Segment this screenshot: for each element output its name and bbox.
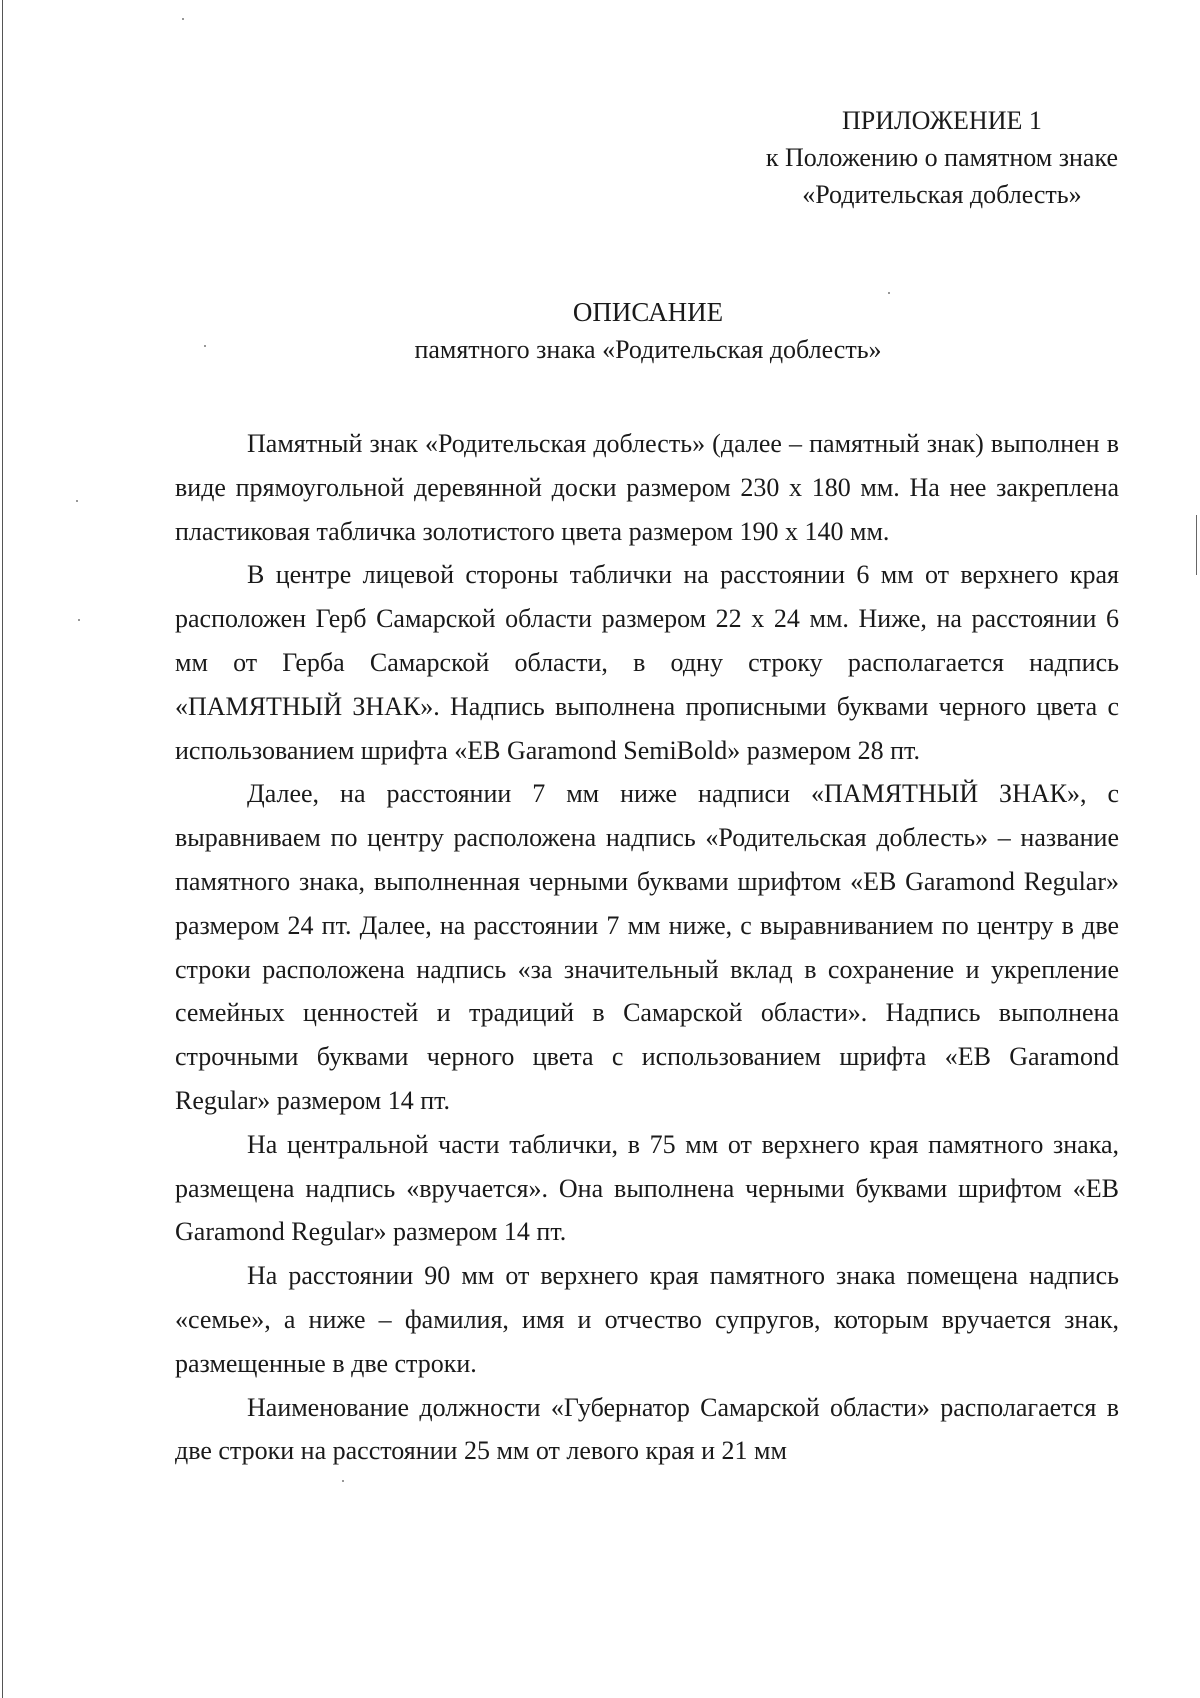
scan-speck	[78, 619, 80, 621]
paragraph: Далее, на расстоянии 7 мм ниже надписи «ПАМЯТНЫЙ ЗНАК», с выравниваем по центру расположена надпись «Родительская доблесть» – название памятного знака, выполненная черными буквами шрифтом «EB Garamond Regular» размером 24 пт. Далее, на расстоянии 7 мм ниже, с выравниванием по центру в две строки расположена надпись «за значительный вклад в сохранение и укрепление семейных ценностей и традиций в Самарской области». Надпись выполнена строчными буквами черного цвета с использованием шрифта «EB Garamond Regular» размером 14 пт.	[175, 779, 1119, 1115]
document-body	[175, 422, 1119, 1473]
document-heading	[0, 293, 1200, 369]
appendix-document-name: «Родительская доблесть»	[802, 180, 1082, 209]
paragraph: В центре лицевой стороны таблички на расстоянии 6 мм от верхнего края расположен Герб Самарской области размером 22 x 24 мм. Ниже, на расстоянии 6 мм от Герба Самарской области, в одну строку располагается надпись «ПАМЯТНЫЙ ЗНАК». Надпись выполнена прописными буквами черного цвета с использованием шрифта «EB Garamond SemiBold» размером 28 пт.	[175, 560, 1119, 765]
scan-edge-mark	[1196, 515, 1197, 575]
scan-speck	[182, 18, 184, 20]
document-title: ОПИСАНИЕ	[572, 297, 724, 327]
paragraph: На расстоянии 90 мм от верхнего края памятного знака помещена надпись «семье», а ниже – фамилия, имя и отчество супругов, которым вручается знак, размещенные в две строки.	[175, 1261, 1119, 1378]
document-subtitle: памятного знака «Родительская доблесть»	[414, 335, 882, 364]
paragraph: Памятный знак «Родительская доблесть» (далее – памятный знак) выполнен в виде прямоугольной деревянной доски размером 230 x 180 мм. На нее закреплена пластиковая табличка золотистого цвета размером 190 x 140 мм.	[175, 429, 1119, 546]
appendix-reference: к Положению о памятном знаке	[765, 143, 1118, 172]
paragraph: На центральной части таблички, в 75 мм от верхнего края памятного знака, размещена надпись «вручается». Она выполнена черными буквами шрифтом «EB Garamond Regular» размером 14 пт.	[175, 1129, 1119, 1247]
scan-speck	[342, 1480, 344, 1482]
scan-edge-left	[2, 0, 3, 1698]
appendix-block	[766, 102, 1118, 213]
scan-speck	[76, 500, 78, 502]
appendix-number: ПРИЛОЖЕНИЕ 1	[841, 106, 1042, 135]
paragraph: Наименование должности «Губернатор Самарской области» располагается в две строки на расстоянии 25 мм от левого края и 21 мм	[175, 1392, 1119, 1466]
